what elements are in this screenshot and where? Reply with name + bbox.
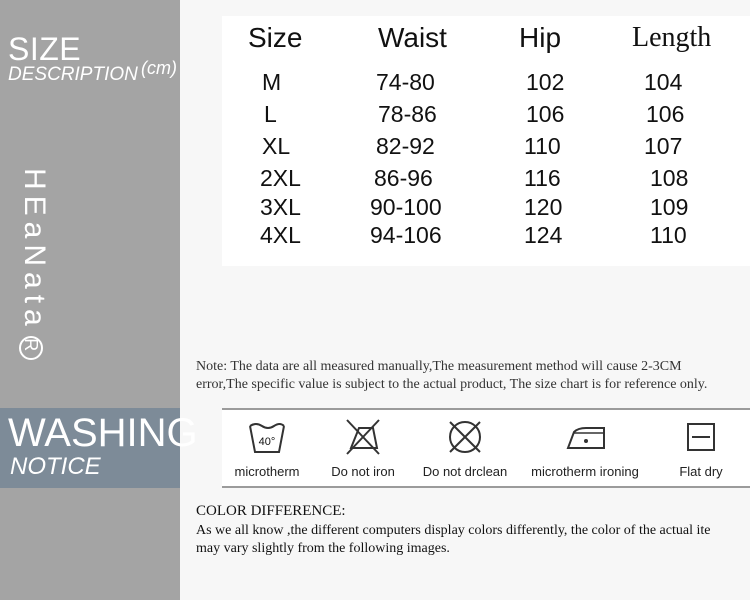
table-cell: M — [262, 69, 282, 95]
color-difference-line-2: may vary slightly from the following images. — [196, 541, 450, 556]
size-description: DESCRIPTION — [8, 64, 138, 85]
table-cell: XL — [262, 133, 291, 159]
table-cell: 4XL — [260, 222, 301, 248]
care-label: microtherm ironing — [531, 464, 639, 479]
wash-40-icon — [212, 418, 322, 456]
table-cell: L — [264, 101, 277, 127]
table-cell: 109 — [650, 194, 689, 220]
brand-name: HEaNata — [18, 168, 51, 332]
color-difference-title: COLOR DIFFERENCE: — [196, 503, 346, 519]
care-label: microtherm — [234, 464, 300, 479]
care-item-microtherm-ironing — [530, 418, 640, 479]
note-line-2: error,The specific value is subject to the actual product, The size chart is for reference only. — [196, 377, 708, 392]
care-item-do-not-dryclean — [410, 418, 520, 479]
header-size: Size — [248, 22, 303, 53]
table-cell: 90-100 — [370, 194, 442, 220]
table-cell: 74-80 — [376, 69, 435, 95]
table-cell: 2XL — [260, 165, 301, 191]
table-cell: 102 — [526, 69, 565, 95]
color-difference-section — [196, 502, 750, 558]
brand-logo — [18, 168, 51, 358]
care-instructions — [222, 408, 750, 488]
table-cell: 86-96 — [374, 165, 433, 191]
iron-low-icon — [530, 418, 640, 456]
care-item-flat-dry — [646, 418, 750, 479]
washing-title: WASHING — [8, 411, 198, 455]
table-cell: 78-86 — [378, 101, 437, 127]
care-item-microtherm — [212, 418, 322, 479]
size-unit: (cm) — [141, 58, 177, 78]
do-not-dryclean-icon — [410, 418, 520, 456]
size-table — [222, 16, 750, 266]
care-label: Do not drclean — [422, 464, 508, 479]
table-cell: 107 — [644, 133, 683, 159]
table-cell: 116 — [524, 165, 561, 191]
header-waist: Waist — [378, 22, 447, 53]
washing-subtitle: NOTICE — [10, 453, 101, 480]
divider — [222, 486, 750, 488]
care-label: Flat dry — [679, 464, 723, 479]
flat-dry-icon — [646, 418, 750, 456]
header-hip: Hip — [519, 22, 562, 53]
care-item-do-not-iron — [308, 418, 418, 479]
do-not-iron-icon — [308, 418, 418, 456]
measurement-note — [196, 358, 746, 394]
care-label: Do not iron — [331, 464, 395, 479]
table-cell: 108 — [650, 165, 689, 191]
header-length: Length — [632, 22, 712, 53]
table-cell: 3XL — [260, 194, 301, 220]
table-cell: 120 — [524, 194, 563, 220]
table-cell: 106 — [526, 101, 565, 127]
table-cell: 94-106 — [370, 222, 442, 248]
registered-mark-icon: R — [19, 336, 43, 360]
size-title: SIZE — [8, 31, 82, 67]
table-cell: 110 — [650, 222, 687, 248]
table-cell: 124 — [524, 222, 563, 248]
divider — [222, 408, 750, 410]
table-cell: 106 — [646, 101, 685, 127]
table-cell: 104 — [644, 69, 683, 95]
table-cell: 110 — [524, 133, 561, 159]
note-line-1: Note: The data are all measured manually,The measurement method will cause 2-3CM — [196, 359, 682, 374]
washing-notice-band — [0, 408, 198, 488]
left-sidebar — [0, 0, 198, 600]
color-difference-line-1: As we all know ,the different computers display colors differently, the color of the actual ite — [196, 523, 711, 538]
table-cell: 82-92 — [376, 133, 435, 159]
svg-text:40°: 40° — [258, 436, 276, 448]
